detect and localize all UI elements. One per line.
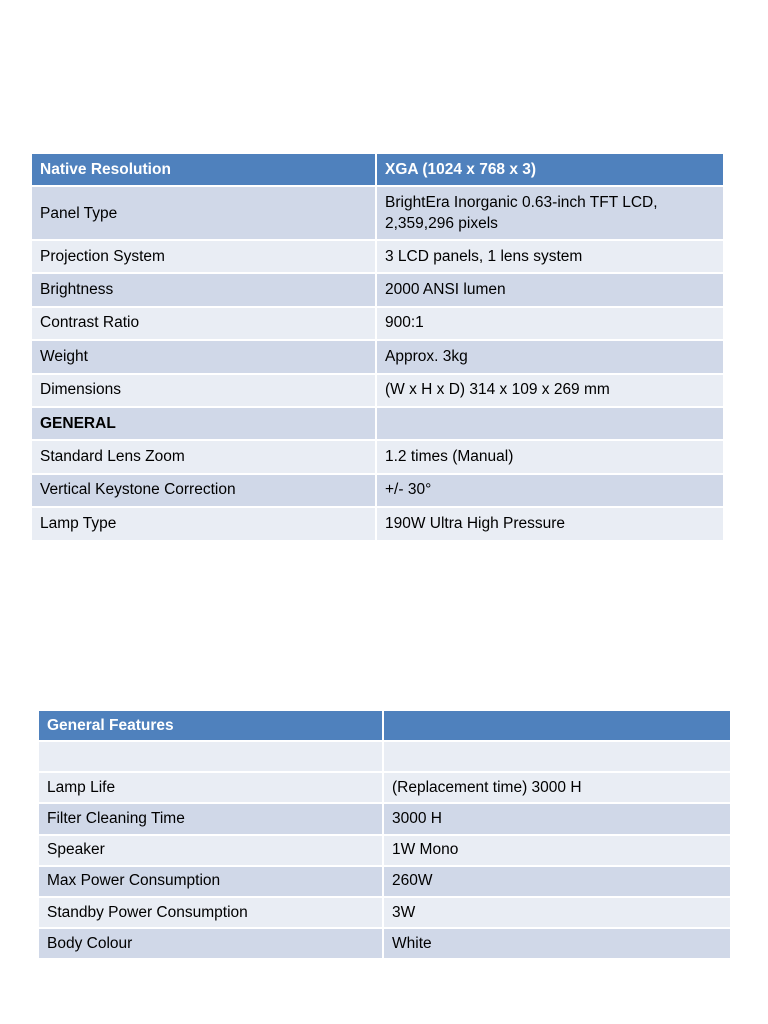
table-row bbox=[32, 241, 723, 274]
row-label: Standard Lens Zoom bbox=[32, 441, 377, 474]
row-label: Panel Type bbox=[32, 187, 377, 241]
row-value: 2000 ANSI lumen bbox=[377, 274, 723, 307]
section-row bbox=[32, 408, 723, 441]
row-label: Brightness bbox=[32, 274, 377, 307]
table-row bbox=[32, 274, 723, 307]
features-table bbox=[39, 711, 730, 960]
row-value: 260W bbox=[384, 867, 730, 898]
row-value-line: BrightEra Inorganic 0.63-inch TFT LCD, bbox=[385, 194, 658, 211]
row-label: Weight bbox=[32, 341, 377, 374]
row-label: Lamp Type bbox=[32, 508, 377, 541]
row-value: 3W bbox=[384, 898, 730, 929]
header-value bbox=[384, 711, 730, 742]
row-value-line: 2,359,296 pixels bbox=[385, 215, 498, 232]
row-value: 900:1 bbox=[377, 308, 723, 341]
row-label: Body Colour bbox=[39, 929, 384, 960]
row-value: White bbox=[384, 929, 730, 960]
table-row bbox=[39, 929, 730, 960]
row-label: Speaker bbox=[39, 836, 384, 867]
table-header-row bbox=[32, 154, 723, 187]
table-row bbox=[32, 308, 723, 341]
table-row bbox=[32, 375, 723, 408]
row-value: Approx. 3kg bbox=[377, 341, 723, 374]
header-label: Native Resolution bbox=[32, 154, 377, 187]
row-label: Filter Cleaning Time bbox=[39, 804, 384, 835]
row-label: Projection System bbox=[32, 241, 377, 274]
table-row bbox=[32, 475, 723, 508]
row-value: (W x H x D) 314 x 109 x 269 mm bbox=[377, 375, 723, 408]
table-row bbox=[32, 341, 723, 374]
table-row bbox=[39, 773, 730, 804]
row-label bbox=[39, 742, 384, 773]
specs-table bbox=[32, 154, 723, 542]
row-label: Standby Power Consumption bbox=[39, 898, 384, 929]
row-label: Vertical Keystone Correction bbox=[32, 475, 377, 508]
table-row bbox=[39, 898, 730, 929]
row-value bbox=[377, 187, 723, 241]
table-row bbox=[39, 867, 730, 898]
row-label: Contrast Ratio bbox=[32, 308, 377, 341]
row-value: 3000 H bbox=[384, 804, 730, 835]
row-value: +/- 30° bbox=[377, 475, 723, 508]
row-value: 1W Mono bbox=[384, 836, 730, 867]
section-label: GENERAL bbox=[32, 408, 377, 441]
table-header-row bbox=[39, 711, 730, 742]
row-value bbox=[384, 742, 730, 773]
row-label: Max Power Consumption bbox=[39, 867, 384, 898]
row-label: Lamp Life bbox=[39, 773, 384, 804]
header-label: General Features bbox=[39, 711, 384, 742]
row-value: 190W Ultra High Pressure bbox=[377, 508, 723, 541]
table-row bbox=[32, 441, 723, 474]
row-value: 3 LCD panels, 1 lens system bbox=[377, 241, 723, 274]
table-row bbox=[32, 187, 723, 241]
table-row bbox=[39, 742, 730, 773]
table-row bbox=[39, 836, 730, 867]
table-row bbox=[32, 508, 723, 541]
row-value: (Replacement time) 3000 H bbox=[384, 773, 730, 804]
table-row bbox=[39, 804, 730, 835]
header-value: XGA (1024 x 768 x 3) bbox=[377, 154, 723, 187]
row-value bbox=[377, 408, 723, 441]
row-label: Dimensions bbox=[32, 375, 377, 408]
row-value: 1.2 times (Manual) bbox=[377, 441, 723, 474]
